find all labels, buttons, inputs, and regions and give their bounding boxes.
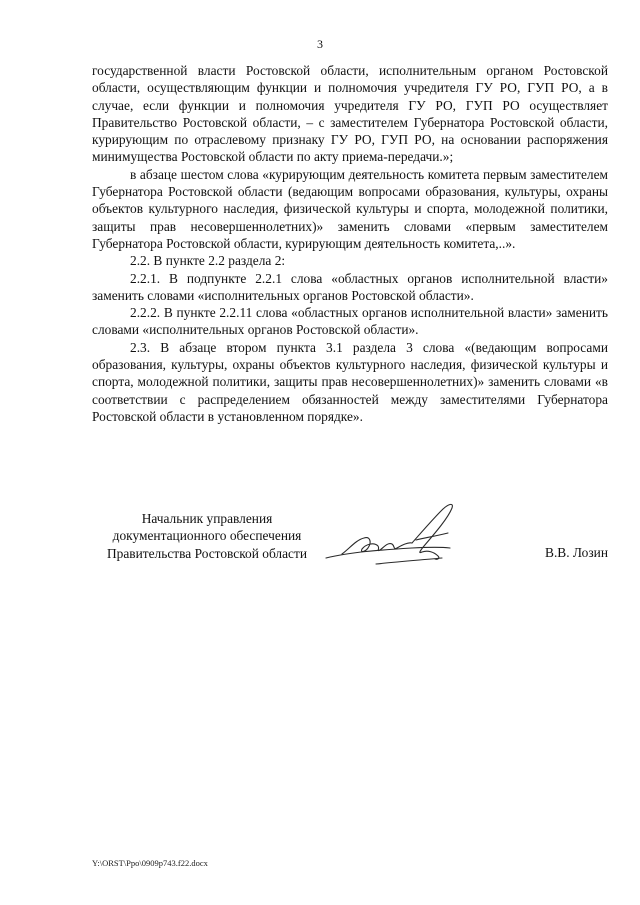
paragraph-2-2-2: 2.2.2. В пункте 2.2.11 слова «областных органов исполнительной власти» заменить словами «исполнительных органов Ростовской области». bbox=[92, 305, 608, 338]
signer-title-line: документационного обеспечения bbox=[112, 528, 302, 544]
paragraph-2-3: 2.3. В абзаце втором пункта 3.1 раздела 3 слова «(ведающим вопросами образования, культуры, охраны объектов культурного наследия, физической культуры и спорта, молодежной политики, защиты прав несовершеннолетних)» заменить словами «в соответствии с распределением обязанностей между заместителями Губернатора Ростовской области в установленном порядке». bbox=[92, 339, 608, 424]
page-number: 3 bbox=[317, 37, 323, 51]
paragraph-2-2: 2.2. В пункте 2.2 раздела 2: bbox=[130, 253, 286, 269]
signature-block bbox=[92, 510, 608, 580]
signer-name: В.В. Лозин bbox=[545, 545, 608, 560]
file-path: Y:\ORST\Ppo\0909p743.f22.docx bbox=[92, 858, 208, 868]
handwritten-signature bbox=[320, 492, 490, 572]
signer-title bbox=[92, 510, 322, 562]
paragraph-abzac-shestoy: в абзаце шестом слова «курирующим деятельность комитета первым заместителем Губернатора Ростовской области (ведающим вопросами образования, культуры, охраны объектов культурного наследия, физической культуры и спорта, молодежной политики, защиты прав несовершеннолетних)» заменить словами «первым заместителем Губернатора Ростовской области, курирующим деятельность комитета,..». bbox=[92, 166, 608, 251]
document-body bbox=[92, 62, 608, 425]
signer-title-line: Начальник управления bbox=[141, 511, 273, 526]
signer-title-line: Правительства Ростовской области bbox=[106, 545, 308, 561]
paragraph-continuation: государственной власти Ростовской области, исполнительным органом Ростовской области, осуществляющим функции и полномочия учредителя ГУ РО, ГУП РО, а в случае, если функции и полномочия учредителя ГУ РО, ГУП РО осуществляет Правительство Ростовской области, – с заместителем Губернатора Ростовской области, курирующим по отраслевому признаку ГУ РО, ГУП РО, на основании распоряжения минимущества Ростовской области по акту приема-передачи.»; bbox=[92, 63, 608, 165]
paragraph-2-2-1: 2.2.1. В подпункте 2.2.1 слова «областных органов исполнительной власти» заменить словами «исполнительных органов Ростовской области». bbox=[92, 270, 608, 303]
